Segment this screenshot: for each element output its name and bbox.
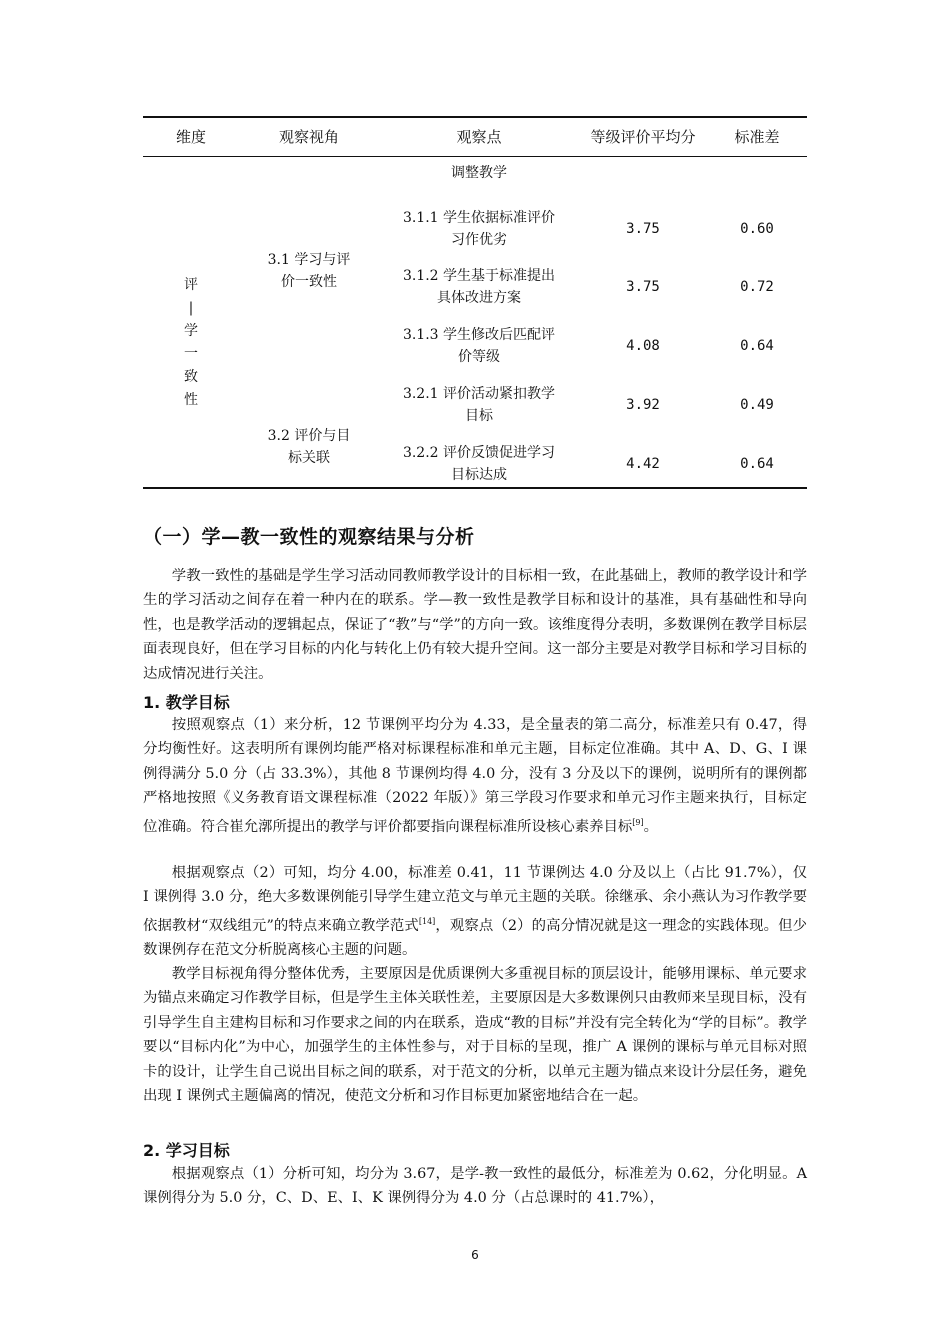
avg-cell: 3.75	[626, 279, 660, 295]
subsection-title-learning-goals: 2. 学习目标	[143, 1141, 230, 1160]
sd-cell: 0.72	[740, 279, 774, 295]
page-number: 6	[471, 1248, 479, 1262]
dimension-char: 学	[184, 323, 198, 339]
header-avg: 等级评价平均分	[590, 128, 696, 146]
dimension-char: 性	[184, 392, 198, 408]
subsection-title-teaching-goals: 1. 教学目标	[143, 693, 230, 712]
dimension-cell	[143, 203, 239, 483]
paragraph-text: 根据观察点（2）可知，均分 4.00，标准差 0.41，11 节课例达 4.0 分及以上（占比 91.7%），仅 I 课例得 3.0 分，绝大多数课例能引导学生建立范文与单元主题的关联。徐继承、余小燕认为习作教学要依据教材“双线组元”的特点来确立教学范式	[143, 865, 807, 934]
paragraph	[143, 713, 807, 839]
citation-ref[interactable]: [14]	[418, 916, 436, 926]
sd-cell: 0.64	[740, 456, 774, 472]
avg-cell: 4.42	[626, 456, 660, 472]
dimension-char: 一	[184, 346, 198, 362]
point-cell: 3.2.1 评价活动紧扣教学目标	[402, 386, 556, 424]
header-dimension: 维度	[175, 128, 206, 146]
sd-cell: 0.64	[740, 338, 774, 354]
header-perspective: 观察视角	[278, 128, 339, 146]
paragraph-text: 。	[643, 818, 659, 835]
table-body	[143, 157, 807, 487]
perspective-cell: 3.1 学习与评价一致性	[267, 252, 351, 290]
paragraph: 根据观察点（1）分析可知，均分为 3.67，是学-教一致性的最低分，标准差为 0.62，分化明显。A 课例得分为 5.0 分，C、D、E、I、K 课例得分为 4.0 分（占总课时的 41.7%），	[143, 1166, 807, 1207]
dimension-char: 评	[184, 277, 198, 293]
paragraph: 教学目标视角得分整体优秀，主要原因是优质课例大多重视目标的顶层设计，能够用课标、单元要求为锚点来确定习作教学目标，但是学生主体关联性差，主要原因是大多数课例只由教师来呈现目标，没有引导学生自主建构目标和习作要求之间的内在联系，造成“教的目标”并没有完全转化为“学的目标”。教学要以“目标内化”为中心，加强学生的主体性参与，对于目标的呈现，推广 A 课例的课标与单元目标对照卡的设计，让学生自己说出目标之间的联系，对于范文的分析，以单元主题为锚点来设计分层任务，避免出现 I 课例式主题偏离的情况，使范文分析和习作目标更加紧密地结合在一起。	[143, 966, 807, 1105]
dimension-char: |	[188, 300, 194, 316]
avg-cell: 3.92	[626, 397, 660, 413]
header-sd: 标准差	[734, 128, 780, 146]
point-cell: 3.1.2 学生基于标准提出具体改进方案	[402, 268, 556, 306]
header-point: 观察点	[456, 128, 502, 146]
paragraph-text: ，观察点（2）的高分情况就是这一理念的实践体现。但少数课例存在范文分析脱离核心主题的问题。	[143, 917, 807, 959]
sd-cell: 0.60	[740, 221, 774, 237]
paragraph-text: 按照观察点（1）来分析，12 节课例平均分为 4.33，是全量表的第二高分，标准差只有 0.47，得分均衡性好。这表明所有课例均能严格对标课程标准和单元主题，目标定位准确。其中 A、D、G、I 课例得满分 5.0 分（占 33.3%），其他 8 节课例均得 4.0 分，没有 3 分及以下的课例，说明所有的课例都严格地按照《义务教育语文课程标准（2022 年版）》第三学段习作要求和单元习作主题来执行，目标定位准确。符合崔允漷所提出的教学与评价都要指向课程标准所设核心素养目标	[143, 717, 807, 835]
table-header	[143, 118, 807, 157]
section-title: （一）学—教一致性的观察结果与分析	[143, 526, 475, 548]
point-cell: 3.1.3 学生修改后匹配评价等级	[402, 327, 556, 365]
perspective-cell: 3.2 评价与目标关联	[267, 428, 351, 466]
evaluation-table	[143, 116, 807, 489]
paragraph	[143, 861, 807, 962]
sd-cell: 0.49	[740, 397, 774, 413]
citation-ref[interactable]: [9]	[632, 817, 644, 827]
point-cell: 3.1.1 学生依据标准评价习作优劣	[402, 210, 556, 248]
point-cell: 3.2.2 评价反馈促进学习目标达成	[402, 445, 556, 483]
continuation-text: 调整教学	[451, 165, 507, 181]
avg-cell: 4.08	[626, 338, 660, 354]
dimension-char: 致	[184, 369, 198, 385]
avg-cell: 3.75	[626, 221, 660, 237]
intro-paragraph: 学教一致性的基础是学生学习活动同教师教学设计的目标相一致，在此基础上，教师的教学设计和学生的学习活动之间存在着一种内在的联系。学—教一致性是教学目标和设计的基准，具有基础性和导向性，也是教学活动的逻辑起点，保证了“教”与“学”的方向一致。该维度得分表明，多数课例在教学目标层面表现良好，但在学习目标的内化与转化上仍有较大提升空间。这一部分主要是对教学目标和学习目标的达成情况进行关注。	[143, 568, 807, 682]
